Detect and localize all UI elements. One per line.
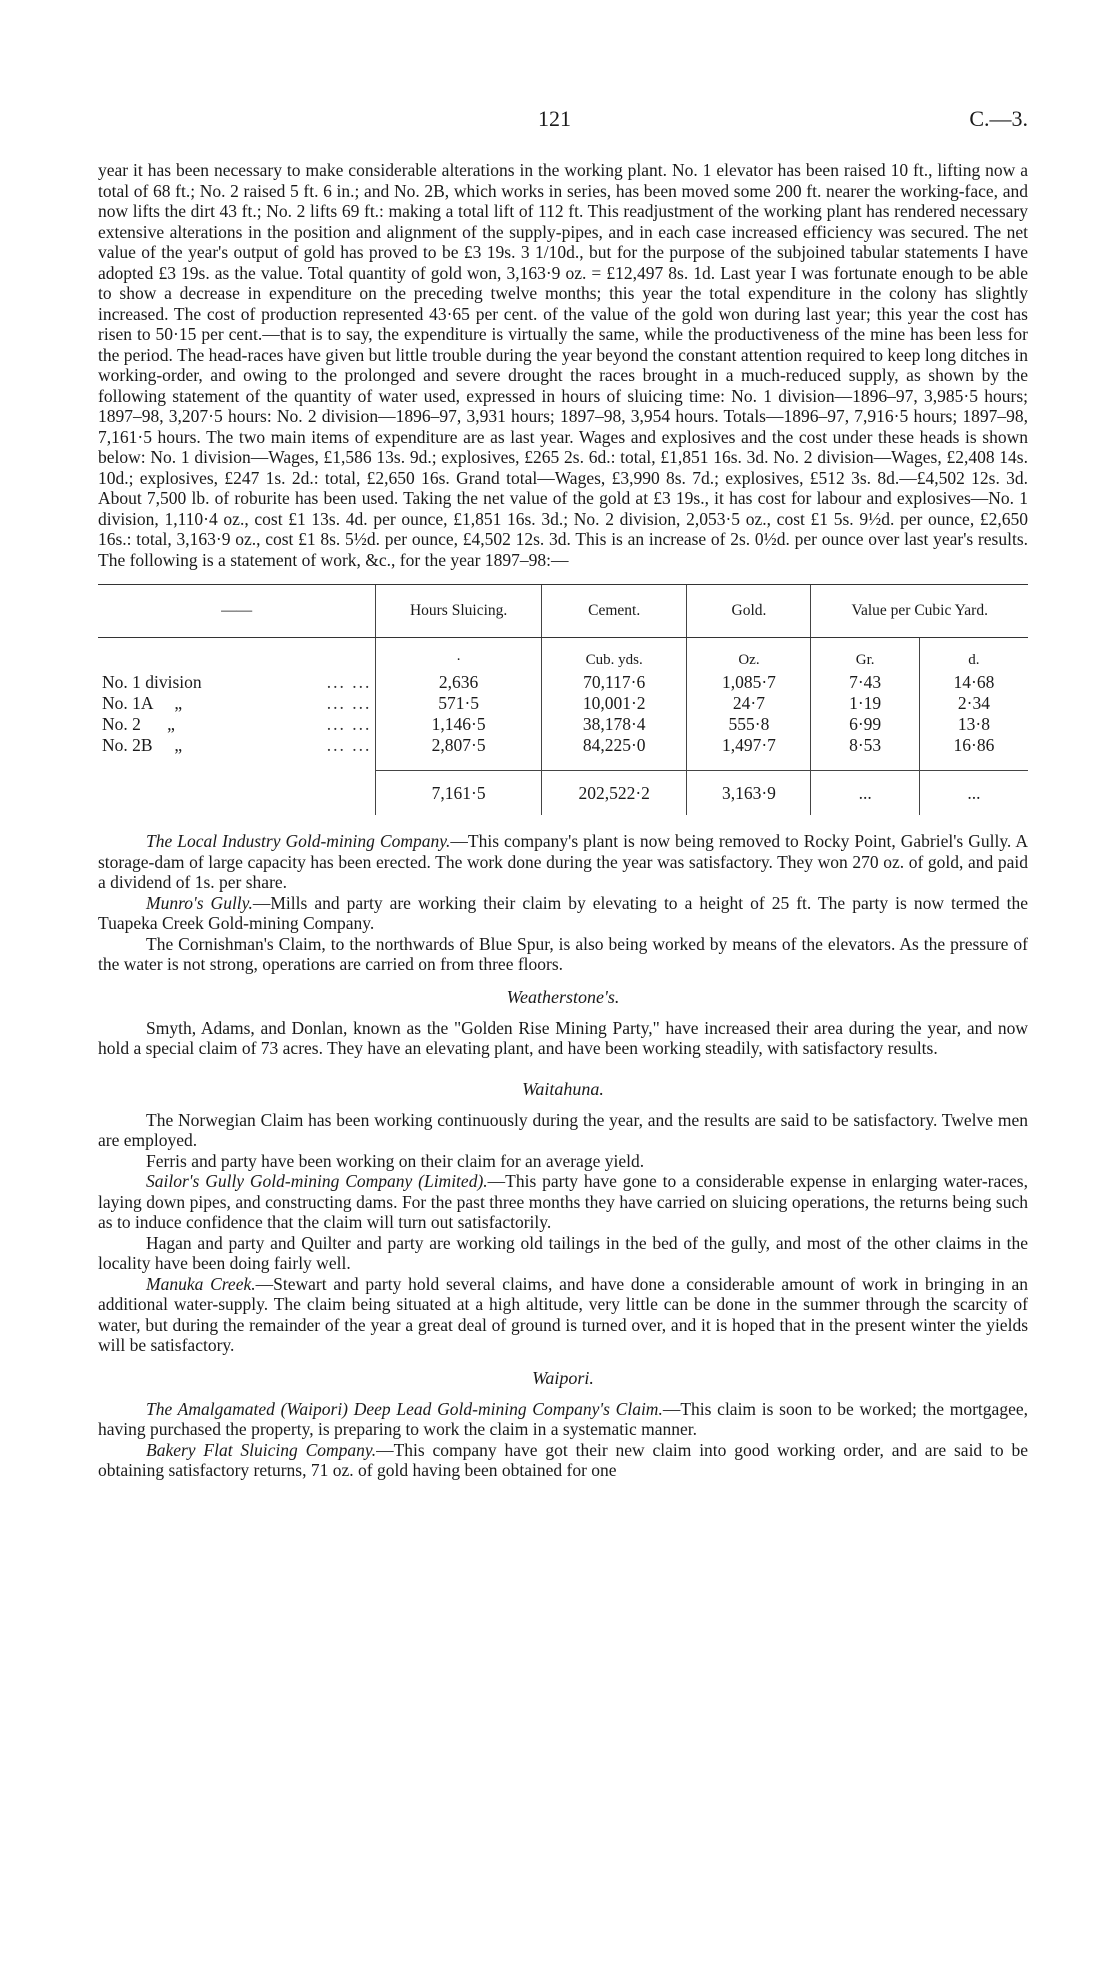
paragraph-lead: Manuka Creek. — [146, 1273, 256, 1294]
intro-paragraph: year it has been necessary to make considerable alterations in the working plant. No. 1 elevator has been raised 10 ft., lifting now a total of 68 ft.; No. 2 raised 5 ft. 6 in.; and No. 2B, which works in series, has been moved some 200 ft. nearer the working-face, and now lifts the dirt 43 ft.; No. 2 lifts 69 ft.: making a total lift of 112 ft. This readjustment of the working plant has rendered necessary extensive alterations in the position and alignment of the supply-pipes, and in each case increased efficiency was secured. The net value of the year's output of gold has proved to be £3 19s. 3 1/10d., but for the purpose of the subjoined tabular statements I have adopted £3 19s. as the value. Total quantity of gold won, 3,163·9 oz. = £12,497 8s. 1d. Last year I was fortunate enough to be able to show a decrease in expenditure on the preceding twelve months; this year the total expenditure in the colony has slightly increased. The cost of production represented 43·65 per cent. of the value of the gold won during last year; this year the cost has risen to 50·15 per cent.—that is to say, the expenditure is virtually the same, while the productiveness of the mine has been less for the period. The head-races have given but little trouble during the year beyond the constant attention required to keep long ditches in working-order, and owing to the prolonged and severe drought the races brought in a much-reduced supply, as shown by the following statement of the quantity of water used, expressed in hours of sluicing time: No. 1 division—1896–97, 3,985·5 hours; 1897–98, 3,207·5 hours: No. 2 division—1896–97, 3,931 hours; 1897–98, 3,954 hours. Totals—1896–97, 7,916·5 hours; 1897–98, 7,161·5 hours. The two main items of expenditure are as last year. Wages and explosives and the cost under these heads is shown below: No. 1 division—Wages, £1,586 13s. 9d.; explosives, £265 2s. 6d.: total, £1,851 16s. 3d. No. 2 division—Wages, £2,408 14s. 10d.; explosives, £247 1s. 2d.: total, £2,650 16s. Grand total—Wages, £3,990 8s. 7d.; explosives, £512 3s. 8d.—£4,502 12s. 3d. About 7,500 lb. of roburite has been used. Taking the net value of the gold at £3 19s., it has cost for labour and explosives—No. 1 division, 1,110·4 oz., cost £1 13s. 4d. per ounce, £1,851 16s. 3d.; No. 2 division, 2,053·5 oz., cost £1 5s. 9½d. per ounce, £2,650 16s.: total, 3,163·9 oz., cost £1 8s. 5½d. per ounce, £4,502 12s. 3d. This is an increase of 2s. 0½d. per ounce over last year's results. The following is a statement of work, &c., for the year 1897–98:— — [98, 160, 1028, 570]
table-row — [98, 714, 1028, 735]
row-label: No. 1 division — [102, 672, 202, 692]
paragraph-lead: Sailor's Gully Gold-mining Company (Limited). — [146, 1171, 488, 1191]
header-blank: —— — [98, 585, 376, 638]
norwegian-paragraph: The Norwegian Claim has been working continuously during the year, and the results are said to be satisfactory. Twelve men are employed. — [98, 1109, 1028, 1150]
table-row — [98, 672, 1028, 693]
paragraph-body: —This company's plant is now being removed to Rocky Point, Gabriel's Gully. A storage-dam of large capacity has been erected. The work done during the year was satisfactory. They won 270 oz. of gold, and paid a dividend of 1s. per share. — [98, 831, 1028, 892]
unit-gr: Gr. — [811, 638, 919, 673]
cell-gold: 1,497·7 — [687, 735, 811, 756]
cell-gr: 8·53 — [811, 735, 919, 756]
unit-hours: · — [376, 638, 542, 673]
cell-cement: 38,178·4 — [541, 714, 687, 735]
paragraph-lead: The Amalgamated (Waipori) Deep Lead Gold-mining Company's Claim. — [146, 1398, 663, 1419]
header-value-per-cubic-yard: Value per Cubic Yard. — [811, 585, 1028, 638]
cell-hours: 1,146·5 — [376, 714, 542, 735]
header-hours-sluicing: Hours Sluicing. — [376, 585, 542, 638]
section-title-waipori: Waipori. — [532, 1367, 594, 1388]
row-leader-dots: ... ... — [326, 714, 372, 734]
page-header — [98, 0, 1028, 160]
header-cement: Cement. — [541, 585, 687, 638]
table-row — [98, 735, 1028, 756]
paragraph-body: —Mills and party are working their claim by elevating to a height of 25 ft. The party is now termed the Tuapeka Creek Gold-mining Company. — [98, 892, 1028, 933]
total-cement: 202,522·2 — [541, 771, 687, 816]
row-leader-dots: ... ... — [326, 672, 372, 692]
ferris-paragraph: Ferris and party have been working on their claim for an average yield. — [146, 1150, 645, 1171]
munros-gully-paragraph — [98, 893, 1028, 934]
paragraph-body: —Stewart and party hold several claims, and have done a considerable amount of work in bringing in an additional water-supply. The claim being situated at a high altitude, very little can be done in the summer through the scarcity of water, but during the remainder of the year a great deal of ground is turned over, and it is hoped that in the present winter the yields will be satisfactory. — [98, 1273, 1029, 1355]
cell-gr: 7·43 — [811, 672, 919, 693]
table-row — [98, 693, 1028, 714]
document-code: C.—3. — [969, 106, 1028, 131]
table-header-row — [98, 585, 1028, 638]
cornishman-paragraph: The Cornishman's Claim, to the northwards of Blue Spur, is also being worked by means of the elevators. As the pressure of the water is not strong, operations are carried on from three floors. — [98, 933, 1028, 974]
row-leader-dots: ... ... — [326, 693, 372, 713]
cell-d: 16·86 — [919, 735, 1028, 756]
bakery-flat-paragraph — [98, 1440, 1028, 1481]
table-units-row — [98, 638, 1028, 673]
section-title-waitahuna: Waitahuna. — [522, 1078, 604, 1099]
cell-cement: 70,117·6 — [541, 672, 687, 693]
row-leader-dots: ... ... — [326, 735, 372, 755]
row-label: No. 1A „ — [102, 693, 183, 713]
smyth-paragraph: Smyth, Adams, and Donlan, known as the "Golden Rise Mining Party," have increased their area during the year, and now hold a special claim of 73 acres. They have an elevating plant, and have been working steadily, with satisfactory results. — [98, 1017, 1028, 1058]
paragraph-lead: Munro's Gully. — [146, 892, 253, 913]
table-totals-row — [98, 771, 1028, 816]
cell-d: 13·8 — [919, 714, 1028, 735]
cell-d: 2·34 — [919, 693, 1028, 714]
cell-hours: 2,807·5 — [376, 735, 542, 756]
section-title-weatherstones: Weatherstone's. — [506, 986, 620, 1007]
page-number: 121 — [538, 106, 571, 131]
paragraph-body: —This company have got their new claim into good working order, and are said to be obtaining satisfactory returns, 71 oz. of gold having been obtained for one — [98, 1439, 1028, 1480]
unit-d: d. — [919, 638, 1028, 673]
cell-gold: 1,085·7 — [687, 672, 811, 693]
work-statement-table — [98, 584, 1028, 815]
cell-d: 14·68 — [919, 672, 1028, 693]
amalgamated-paragraph — [98, 1399, 1028, 1440]
cell-gr: 1·19 — [811, 693, 919, 714]
cell-hours: 2,636 — [376, 672, 542, 693]
total-hours: 7,161·5 — [376, 771, 542, 816]
cell-cement: 10,001·2 — [541, 693, 687, 714]
cell-gr: 6·99 — [811, 714, 919, 735]
row-label: No. 2 „ — [102, 714, 175, 734]
unit-cement: Cub. yds. — [541, 638, 687, 673]
cell-gold: 555·8 — [687, 714, 811, 735]
total-gr: ... — [811, 771, 919, 816]
cell-cement: 84,225·0 — [541, 735, 687, 756]
total-gold: 3,163·9 — [687, 771, 811, 816]
paragraph-body: —This party have gone to a considerable expense in enlarging water-races, laying down pipes, and constructing dams. For the past three months they have carried on sluicing operations, the returns being such as to induce confidence that the claim will turn out satisfactorily. — [98, 1171, 1028, 1232]
header-gold: Gold. — [687, 585, 811, 638]
unit-gold: Oz. — [687, 638, 811, 673]
local-industry-paragraph — [98, 831, 1028, 893]
document-page — [98, 0, 1028, 1481]
total-d: ... — [919, 771, 1028, 816]
paragraph-lead: Bakery Flat Sluicing Company. — [146, 1439, 377, 1460]
cell-hours: 571·5 — [376, 693, 542, 714]
hagan-paragraph: Hagan and party and Quilter and party are working old tailings in the bed of the gully, and most of the other claims in the locality have been doing fairly well. — [98, 1232, 1028, 1273]
row-label: No. 2B „ — [102, 735, 183, 755]
sailors-gully-paragraph — [98, 1171, 1028, 1233]
cell-gold: 24·7 — [687, 693, 811, 714]
manuka-creek-paragraph — [98, 1274, 1028, 1356]
paragraph-body: —This claim is soon to be worked; the mortgagee, having purchased the property, is preparing to work the claim in a systematic manner. — [98, 1398, 1028, 1439]
paragraph-lead: The Local Industry Gold-mining Company. — [146, 831, 451, 851]
